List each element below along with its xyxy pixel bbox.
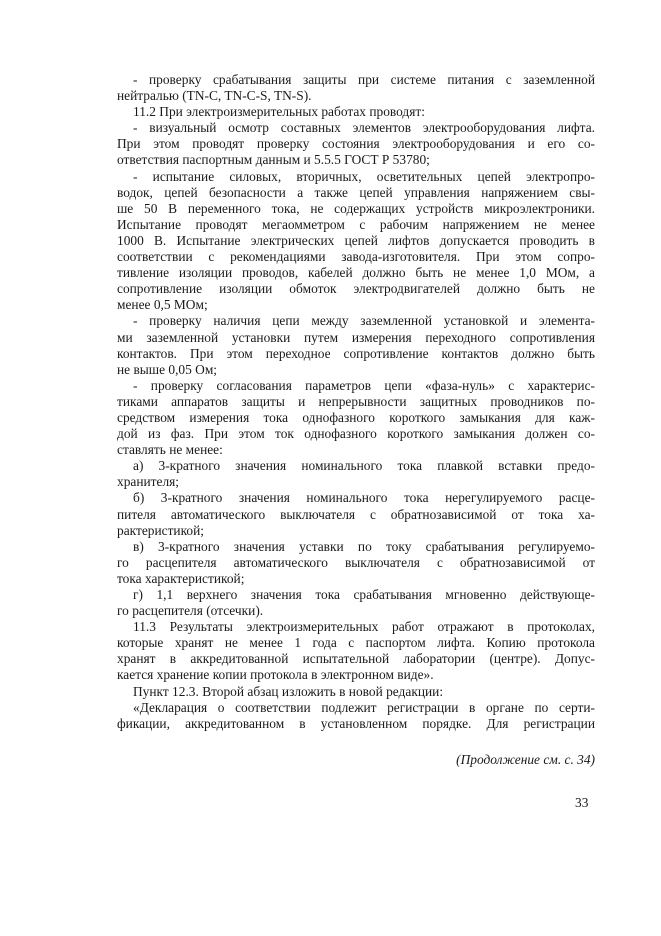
text-line: средством измерения тока однофазного короткого замыкания для каж- [117,409,595,425]
text-line: го расцепителя (отсечки). [117,603,264,619]
text-line: нейтралью (TN-C, TN-C-S, TN-S). [117,88,312,104]
text-line: кается хранение копии протокола в электронном виде». [117,667,434,683]
text-line: хранят в аккредитованной испытательной лаборатории (центре). Допус- [117,651,595,667]
text-line: сопротивление изоляции обмоток электродвигателей должно быть не [117,281,595,297]
text-line: - испытание силовых, вторичных, осветительных цепей электропро- [133,168,595,184]
text-line: соответствии с рекомендациями завода-изготовителя. При этом сопро- [117,249,595,265]
text-line: «Декларация о соответствии подлежит регистрации в органе по серти- [133,699,595,715]
text-line: ше 50 В переменного тока, не содержащих устройств микроэлектроники. [117,200,595,216]
text-line: которые хранят не менее 1 года с паспортом лифта. Копию протокола [117,635,595,651]
text-line: не выше 0,05 Ом; [117,361,218,377]
page-number: 33 [575,795,589,810]
text-line: Испытание проводят мегаомметром с рабочим напряжением не менее [117,216,595,232]
continuation-note: (Продолжение см. с. 34) [456,752,595,767]
text-line: дой из фаз. При этом ток однофазного короткого замыкания должен со- [117,426,595,442]
text-line: - визуальный осмотр составных элементов электрооборудования лифта. [133,120,595,136]
text-line: - проверку срабатывания защиты при системе питания с заземленной [133,72,595,87]
text-line: фикации, аккредитованном в установленном порядке. Для регистрации [117,715,595,731]
text-line: тивление изоляции проводов, кабелей должно быть не менее 1,0 МОм, а [117,265,595,281]
text-line: хранителя; [117,474,180,490]
text-line: Пункт 12.3. Второй абзац изложить в новой редакции: [133,683,444,699]
text-line: б) 3-кратного значения номинального тока нерегулируемого расце- [133,490,595,506]
text-line: При этом проводят проверку состояния электрооборудования и его со- [117,136,595,152]
text-line: менее 0,5 МОм; [117,297,208,313]
text-line: в) 3-кратного значения уставки по току срабатывания регулируемо- [133,538,595,554]
text-line: ми заземленной установки путем измерения переходного сопротивления [117,329,595,345]
text-line: - проверку согласования параметров цепи «фаза-нуль» с характерис- [133,377,595,393]
text-line: пителя автоматического выключателя с обратнозависимой от тока ха- [117,506,595,522]
text-line: рактеристикой; [117,522,204,538]
text-line: тиками аппаратов защиты и непрерывности защитных проводников по- [117,393,595,409]
text-line: тока характеристикой; [117,570,245,586]
text-line: а) 3-кратного значения номинального тока плавкой вставки предо- [133,458,595,474]
text-line: го расцепителя автоматического выключателя с обратнозависимой от [117,554,595,570]
text-line: 11.2 При электроизмерительных работах проводят: [133,104,425,120]
text-line: 1000 В. Испытание электрических цепей лифтов допускается проводить в [117,232,595,248]
text-line: ставлять не менее: [117,442,223,458]
text-line: г) 1,1 верхнего значения тока срабатывания мгновенно действующе- [133,587,595,602]
text-line: контактов. При этом переходное сопротивление контактов должно быть [117,345,595,361]
text-line: водок, цепей безопасности а также цепей управления напряжением свы- [117,184,595,200]
text-line: 11.3 Результаты электроизмерительных работ отражают в протоколах, [133,619,595,635]
text-line: ответствия паспортным данным и 5.5.5 ГОСТ Р 53780; [117,152,430,168]
document-body [117,72,595,732]
text-line: - проверку наличия цепи между заземленной установкой и элемента- [133,313,595,329]
